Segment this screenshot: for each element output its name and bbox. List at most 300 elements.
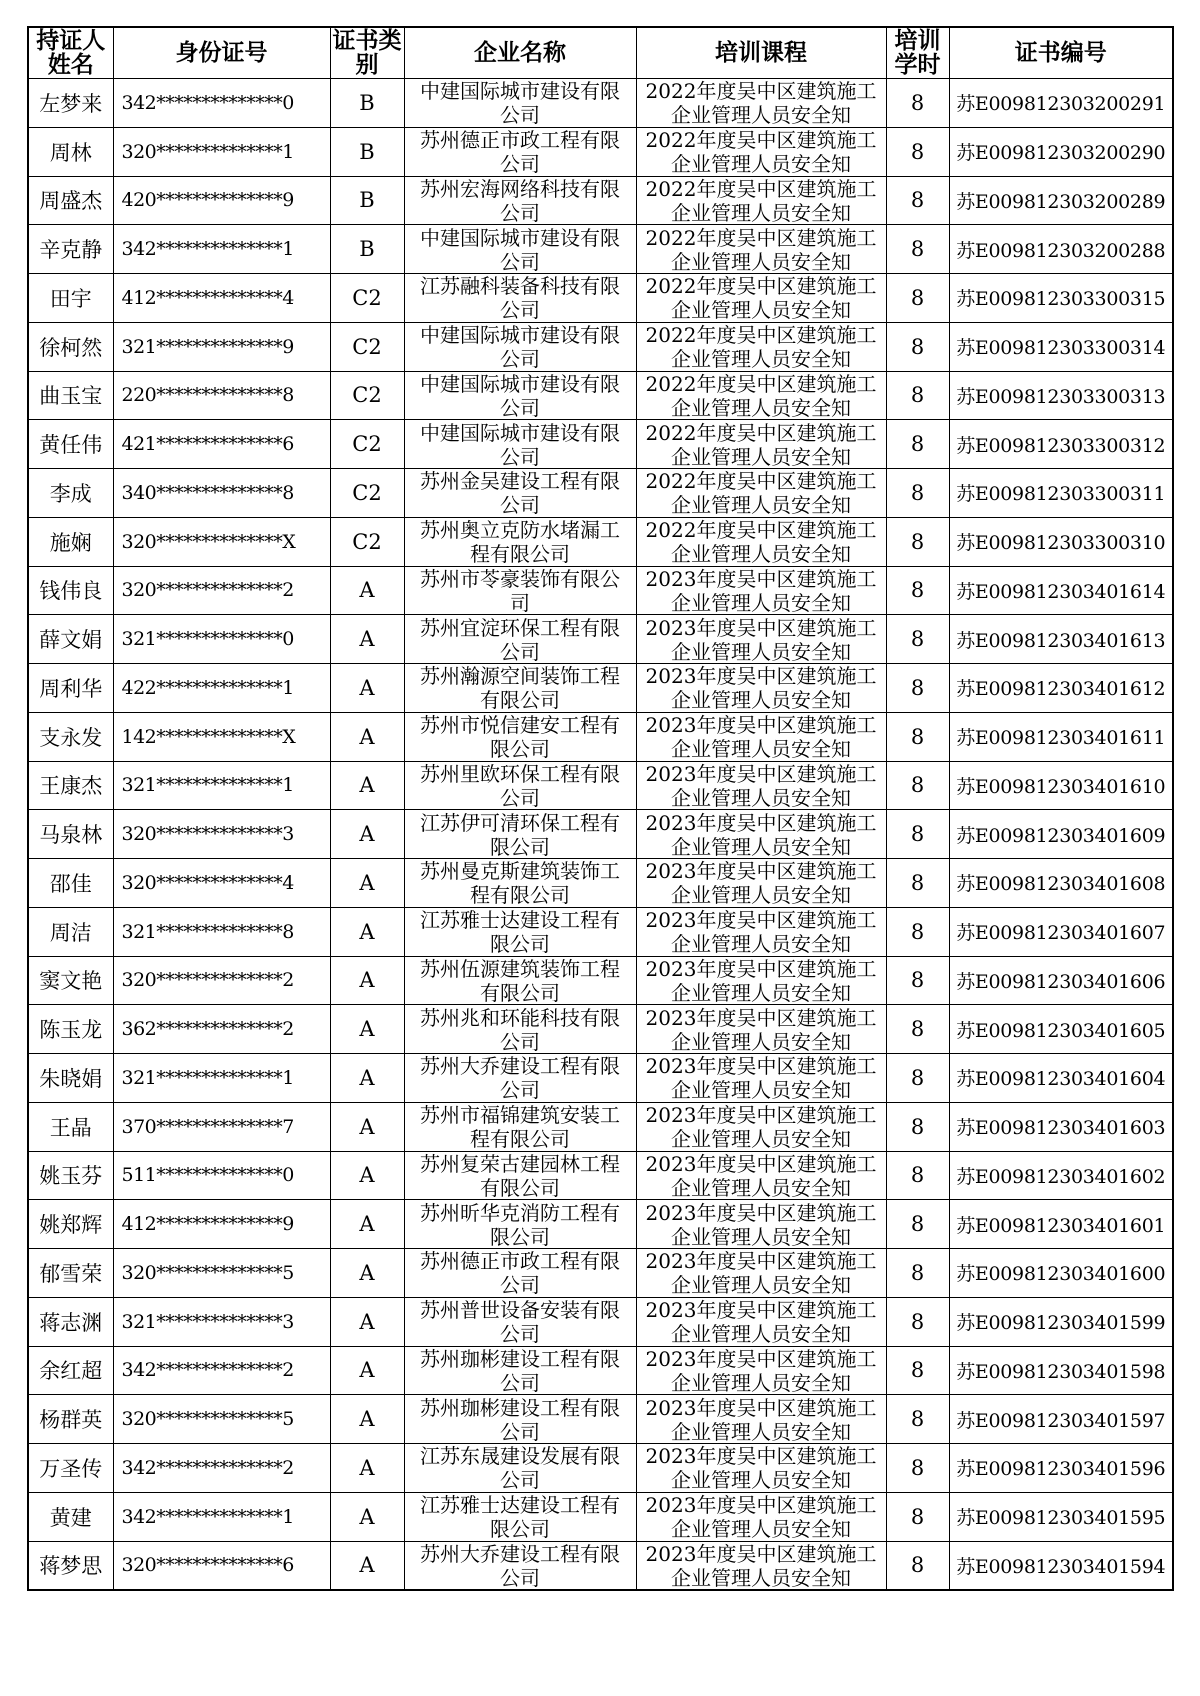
cert-type: C2 [330,274,404,323]
course-cell [636,371,886,420]
id-number: 320**************1 [113,127,330,176]
holder-name: 施娴 [28,517,113,566]
cert-number: 苏E009812303300315 [949,274,1173,323]
id-number: 511**************0 [113,1151,330,1200]
cert-type: A [330,1249,404,1298]
training-hours: 8 [886,469,949,518]
company-cell [404,420,636,469]
company-name: 苏州德正市政工程有限公司 [420,1249,620,1297]
holder-name: 支永发 [28,712,113,761]
company-name: 苏州珈彬建设工程有限公司 [420,1395,620,1443]
company-cell [404,859,636,908]
cert-number: 苏E009812303401600 [949,1249,1173,1298]
course-cell [636,176,886,225]
course-cell [636,1297,886,1346]
course-cell [636,1054,886,1103]
training-hours: 8 [886,1492,949,1541]
company-cell [404,1249,636,1298]
course-cell [636,1249,886,1298]
table-row [28,761,1173,810]
table-row [28,1395,1173,1444]
company-name: 苏州大乔建设工程有限公司 [420,1541,620,1589]
training-hours: 8 [886,859,949,908]
id-number: 320**************2 [113,956,330,1005]
cert-number: 苏E009812303401606 [949,956,1173,1005]
id-number: 412**************9 [113,1200,330,1249]
company-name: 苏州大乔建设工程有限公司 [420,1054,620,1102]
certificate-table [27,26,1174,1591]
company-name: 苏州复荣古建园林工程有限公司 [420,1151,620,1199]
company-cell [404,1102,636,1151]
cert-type: A [330,1005,404,1054]
company-cell [404,664,636,713]
company-name: 江苏雅士达建设工程有限公司 [420,1493,620,1541]
course-cell [636,127,886,176]
cert-type: A [330,907,404,956]
company-name: 中建国际城市建设有限公司 [420,323,620,371]
table-row [28,79,1173,128]
training-hours: 8 [886,761,949,810]
company-name: 苏州德正市政工程有限公司 [420,128,620,176]
company-cell [404,1297,636,1346]
holder-name: 黄建 [28,1492,113,1541]
course-cell [636,1395,886,1444]
table-row [28,469,1173,518]
company-name: 苏州普世设备安装有限公司 [420,1298,620,1346]
table-row [28,274,1173,323]
company-cell [404,517,636,566]
company-name: 苏州兆和环能科技有限公司 [420,1005,620,1053]
company-cell [404,79,636,128]
cert-number: 苏E009812303401596 [949,1444,1173,1493]
course-name: 2023年度吴中区建筑施工企业管理人员安全知 [645,1103,877,1151]
table-row [28,615,1173,664]
header-cert-no: 证书编号 [949,27,1173,79]
company-name: 苏州曼克斯建筑装饰工程有限公司 [420,859,620,907]
holder-name: 周洁 [28,907,113,956]
company-name: 苏州宜淀环保工程有限公司 [420,615,620,663]
company-name: 江苏伊可清环保工程有限公司 [420,810,620,858]
training-hours: 8 [886,322,949,371]
course-cell [636,615,886,664]
company-cell [404,1541,636,1590]
cert-type: A [330,1444,404,1493]
header-hours: 培训学时 [886,27,949,79]
cert-number: 苏E009812303401595 [949,1492,1173,1541]
holder-name: 姚郑辉 [28,1200,113,1249]
company-name: 苏州奥立克防水堵漏工程有限公司 [420,518,620,566]
company-name: 苏州市福锦建筑安装工程有限公司 [420,1103,620,1151]
table-row [28,371,1173,420]
company-name: 中建国际城市建设有限公司 [420,225,620,273]
holder-name: 朱晓娟 [28,1054,113,1103]
training-hours: 8 [886,1444,949,1493]
course-name: 2023年度吴中区建筑施工企业管理人员安全知 [645,1054,877,1102]
id-number: 320**************2 [113,566,330,615]
company-name: 苏州市苓豪装饰有限公司 [420,566,620,614]
company-name: 中建国际城市建设有限公司 [420,371,620,419]
company-cell [404,274,636,323]
company-cell [404,1005,636,1054]
table-row [28,176,1173,225]
cert-number: 苏E009812303401603 [949,1102,1173,1151]
holder-name: 蒋志渊 [28,1297,113,1346]
course-name: 2023年度吴中区建筑施工企业管理人员安全知 [645,1493,877,1541]
course-name: 2022年度吴中区建筑施工企业管理人员安全知 [645,518,877,566]
table-row [28,225,1173,274]
id-number: 142**************X [113,712,330,761]
course-cell [636,469,886,518]
cert-number: 苏E009812303300310 [949,517,1173,566]
id-number: 220**************8 [113,371,330,420]
holder-name: 左梦来 [28,79,113,128]
course-cell [636,712,886,761]
id-number: 362**************2 [113,1005,330,1054]
holder-name: 姚玉芬 [28,1151,113,1200]
course-cell [636,664,886,713]
id-number: 320**************5 [113,1249,330,1298]
company-name: 江苏雅士达建设工程有限公司 [420,908,620,956]
table-row [28,1249,1173,1298]
company-cell [404,176,636,225]
cert-type: A [330,1346,404,1395]
holder-name: 蒋梦思 [28,1541,113,1590]
table-row [28,859,1173,908]
course-name: 2023年度吴中区建筑施工企业管理人员安全知 [645,1151,877,1199]
cert-number: 苏E009812303401604 [949,1054,1173,1103]
cert-type: A [330,1492,404,1541]
course-cell [636,420,886,469]
table-row [28,664,1173,713]
cert-type: A [330,1054,404,1103]
table-row [28,907,1173,956]
training-hours: 8 [886,225,949,274]
course-name: 2022年度吴中区建筑施工企业管理人员安全知 [645,79,877,127]
cert-number: 苏E009812303401605 [949,1005,1173,1054]
course-name: 2023年度吴中区建筑施工企业管理人员安全知 [645,1346,877,1394]
course-cell [636,1102,886,1151]
training-hours: 8 [886,1200,949,1249]
cert-number: 苏E009812303401602 [949,1151,1173,1200]
holder-name: 王康杰 [28,761,113,810]
id-number: 422**************1 [113,664,330,713]
course-name: 2023年度吴中区建筑施工企业管理人员安全知 [645,810,877,858]
company-name: 江苏东晟建设发展有限公司 [420,1444,620,1492]
holder-name: 王晶 [28,1102,113,1151]
cert-number: 苏E009812303401612 [949,664,1173,713]
id-number: 320**************X [113,517,330,566]
course-name: 2022年度吴中区建筑施工企业管理人员安全知 [645,420,877,468]
company-cell [404,907,636,956]
holder-name: 周林 [28,127,113,176]
id-number: 320**************5 [113,1395,330,1444]
course-name: 2023年度吴中区建筑施工企业管理人员安全知 [645,1298,877,1346]
company-name: 中建国际城市建设有限公司 [420,420,620,468]
cert-type: A [330,1395,404,1444]
id-number: 342**************1 [113,225,330,274]
company-cell [404,322,636,371]
company-name: 苏州昕华克消防工程有限公司 [420,1200,620,1248]
training-hours: 8 [886,274,949,323]
training-hours: 8 [886,615,949,664]
cert-number: 苏E009812303401607 [949,907,1173,956]
company-name: 苏州伍源建筑装饰工程有限公司 [420,956,620,1004]
training-hours: 8 [886,1102,949,1151]
header-row [28,27,1173,79]
table-row [28,1346,1173,1395]
course-name: 2023年度吴中区建筑施工企业管理人员安全知 [645,1249,877,1297]
header-course: 培训课程 [636,27,886,79]
cert-type: A [330,810,404,859]
cert-number: 苏E009812303401609 [949,810,1173,859]
training-hours: 8 [886,907,949,956]
table-row [28,1005,1173,1054]
holder-name: 田宇 [28,274,113,323]
cert-number: 苏E009812303401613 [949,615,1173,664]
training-hours: 8 [886,1249,949,1298]
id-number: 321**************1 [113,1054,330,1103]
course-name: 2023年度吴中区建筑施工企业管理人员安全知 [645,664,877,712]
id-number: 321**************1 [113,761,330,810]
cert-type: A [330,1541,404,1590]
course-cell [636,79,886,128]
company-cell [404,810,636,859]
cert-type: A [330,1151,404,1200]
cert-number: 苏E009812303300312 [949,420,1173,469]
id-number: 320**************6 [113,1541,330,1590]
header-id: 身份证号 [113,27,330,79]
course-name: 2023年度吴中区建筑施工企业管理人员安全知 [645,566,877,614]
company-cell [404,712,636,761]
cert-number: 苏E009812303200288 [949,225,1173,274]
company-cell [404,566,636,615]
course-cell [636,1346,886,1395]
company-cell [404,371,636,420]
course-cell [636,322,886,371]
company-cell [404,1151,636,1200]
id-number: 412**************4 [113,274,330,323]
course-cell [636,810,886,859]
id-number: 421**************6 [113,420,330,469]
table-row [28,322,1173,371]
training-hours: 8 [886,517,949,566]
course-name: 2022年度吴中区建筑施工企业管理人员安全知 [645,371,877,419]
cert-type: A [330,859,404,908]
company-cell [404,761,636,810]
company-cell [404,225,636,274]
course-name: 2022年度吴中区建筑施工企业管理人员安全知 [645,274,877,322]
header-company: 企业名称 [404,27,636,79]
id-number: 342**************1 [113,1492,330,1541]
cert-type: B [330,79,404,128]
company-cell [404,1395,636,1444]
training-hours: 8 [886,420,949,469]
course-cell [636,225,886,274]
cert-number: 苏E009812303401610 [949,761,1173,810]
company-name: 苏州珈彬建设工程有限公司 [420,1346,620,1394]
table-row [28,517,1173,566]
course-name: 2022年度吴中区建筑施工企业管理人员安全知 [645,176,877,224]
cert-number: 苏E009812303200290 [949,127,1173,176]
cert-type: A [330,1200,404,1249]
cert-number: 苏E009812303401598 [949,1346,1173,1395]
table-row [28,712,1173,761]
cert-number: 苏E009812303401597 [949,1395,1173,1444]
id-number: 320**************4 [113,859,330,908]
course-name: 2023年度吴中区建筑施工企业管理人员安全知 [645,1005,877,1053]
training-hours: 8 [886,810,949,859]
company-name: 苏州市悦信建安工程有限公司 [420,713,620,761]
course-cell [636,566,886,615]
course-name: 2023年度吴中区建筑施工企业管理人员安全知 [645,908,877,956]
training-hours: 8 [886,664,949,713]
course-cell [636,1200,886,1249]
company-cell [404,1444,636,1493]
id-number: 320**************3 [113,810,330,859]
course-name: 2023年度吴中区建筑施工企业管理人员安全知 [645,713,877,761]
table-row [28,1200,1173,1249]
training-hours: 8 [886,1005,949,1054]
cert-number: 苏E009812303300313 [949,371,1173,420]
holder-name: 陈玉龙 [28,1005,113,1054]
company-name: 苏州金吴建设工程有限公司 [420,469,620,517]
cert-type: A [330,1102,404,1151]
holder-name: 周盛杰 [28,176,113,225]
cert-number: 苏E009812303401614 [949,566,1173,615]
cert-number: 苏E009812303401611 [949,712,1173,761]
company-cell [404,1054,636,1103]
holder-name: 万圣传 [28,1444,113,1493]
training-hours: 8 [886,712,949,761]
training-hours: 8 [886,1054,949,1103]
course-cell [636,956,886,1005]
training-hours: 8 [886,1541,949,1590]
table-row [28,1102,1173,1151]
cert-type: B [330,225,404,274]
table-row [28,1054,1173,1103]
course-name: 2023年度吴中区建筑施工企业管理人员安全知 [645,1200,877,1248]
cert-type: A [330,615,404,664]
holder-name: 徐柯然 [28,322,113,371]
course-cell [636,859,886,908]
cert-number: 苏E009812303401594 [949,1541,1173,1590]
holder-name: 钱伟良 [28,566,113,615]
cert-number: 苏E009812303300314 [949,322,1173,371]
training-hours: 8 [886,566,949,615]
table-row [28,810,1173,859]
company-name: 苏州里欧环保工程有限公司 [420,761,620,809]
course-name: 2023年度吴中区建筑施工企业管理人员安全知 [645,761,877,809]
company-name: 江苏融科装备科技有限公司 [420,274,620,322]
training-hours: 8 [886,1151,949,1200]
course-name: 2023年度吴中区建筑施工企业管理人员安全知 [645,956,877,1004]
course-name: 2023年度吴中区建筑施工企业管理人员安全知 [645,1541,877,1589]
company-cell [404,1492,636,1541]
table-row [28,420,1173,469]
id-number: 321**************8 [113,907,330,956]
training-hours: 8 [886,371,949,420]
company-cell [404,956,636,1005]
course-name: 2022年度吴中区建筑施工企业管理人员安全知 [645,128,877,176]
holder-name: 郁雪荣 [28,1249,113,1298]
cert-number: 苏E009812303200289 [949,176,1173,225]
id-number: 370**************7 [113,1102,330,1151]
training-hours: 8 [886,1346,949,1395]
course-cell [636,1151,886,1200]
cert-type: A [330,712,404,761]
cert-type: C2 [330,420,404,469]
table-row [28,1541,1173,1590]
id-number: 342**************2 [113,1346,330,1395]
cert-type: C2 [330,469,404,518]
cert-type: B [330,176,404,225]
company-name: 苏州宏海网络科技有限公司 [420,176,620,224]
cert-type: A [330,1297,404,1346]
holder-name: 周利华 [28,664,113,713]
course-cell [636,1492,886,1541]
id-number: 321**************3 [113,1297,330,1346]
company-cell [404,615,636,664]
id-number: 321**************9 [113,322,330,371]
company-cell [404,1200,636,1249]
cert-type: B [330,127,404,176]
id-number: 420**************9 [113,176,330,225]
course-name: 2023年度吴中区建筑施工企业管理人员安全知 [645,1444,877,1492]
course-cell [636,761,886,810]
course-cell [636,907,886,956]
holder-name: 黄任伟 [28,420,113,469]
cert-number: 苏E009812303401599 [949,1297,1173,1346]
cert-number: 苏E009812303401601 [949,1200,1173,1249]
course-cell [636,517,886,566]
table-row [28,956,1173,1005]
training-hours: 8 [886,1297,949,1346]
holder-name: 辛克静 [28,225,113,274]
header-name: 持证人姓名 [28,27,113,79]
cert-type: A [330,761,404,810]
training-hours: 8 [886,127,949,176]
holder-name: 曲玉宝 [28,371,113,420]
course-name: 2022年度吴中区建筑施工企业管理人员安全知 [645,323,877,371]
course-cell [636,274,886,323]
holder-name: 邵佳 [28,859,113,908]
id-number: 342**************2 [113,1444,330,1493]
holder-name: 薛文娟 [28,615,113,664]
id-number: 342**************0 [113,79,330,128]
cert-type: A [330,956,404,1005]
holder-name: 余红超 [28,1346,113,1395]
holder-name: 窦文艳 [28,956,113,1005]
table-row [28,1492,1173,1541]
company-name: 中建国际城市建设有限公司 [420,79,620,127]
id-number: 340**************8 [113,469,330,518]
course-name: 2022年度吴中区建筑施工企业管理人员安全知 [645,469,877,517]
training-hours: 8 [886,1395,949,1444]
course-name: 2023年度吴中区建筑施工企业管理人员安全知 [645,859,877,907]
training-hours: 8 [886,79,949,128]
table-row [28,1297,1173,1346]
table-row [28,1444,1173,1493]
cert-number: 苏E009812303200291 [949,79,1173,128]
cert-type: A [330,664,404,713]
cert-number: 苏E009812303401608 [949,859,1173,908]
id-number: 321**************0 [113,615,330,664]
course-cell [636,1005,886,1054]
holder-name: 李成 [28,469,113,518]
header-cert-type: 证书类别 [330,27,404,79]
company-cell [404,127,636,176]
holder-name: 杨群英 [28,1395,113,1444]
